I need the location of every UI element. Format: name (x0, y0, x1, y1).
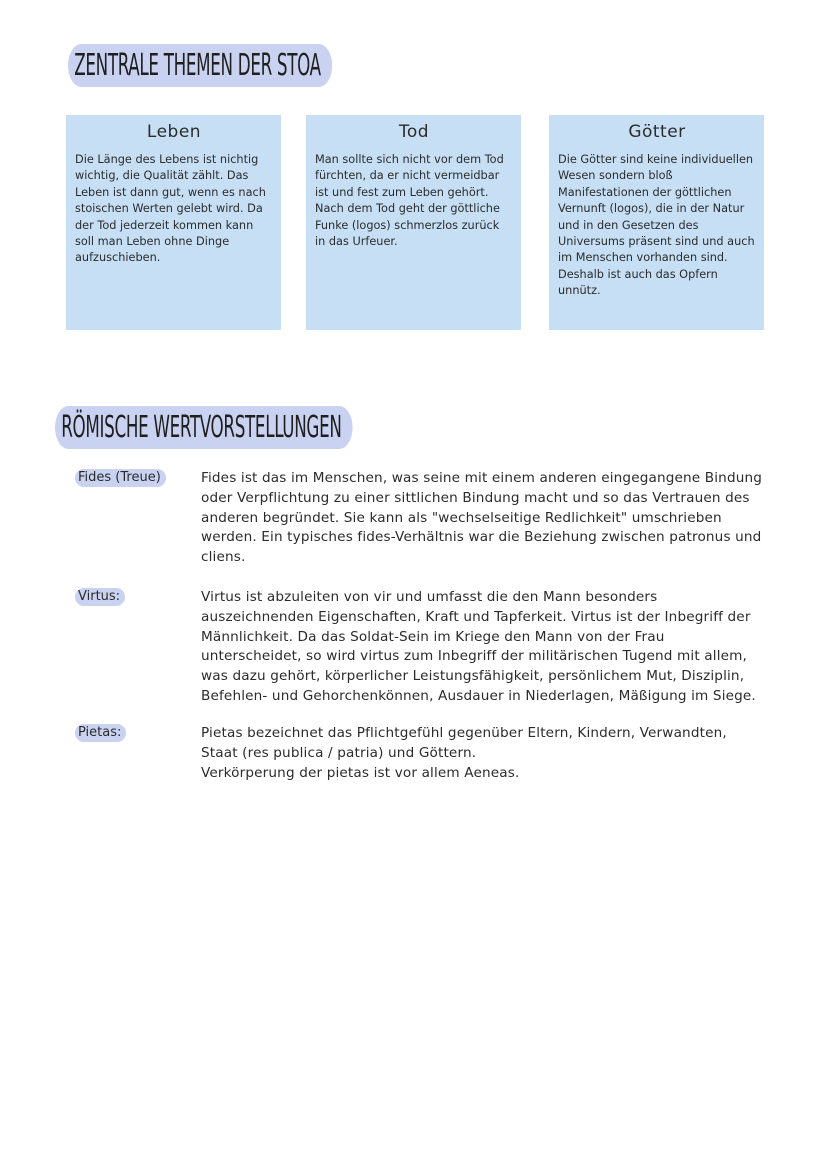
description-line: Virtus ist abzuleiten von vir und umfasst die den Mann besonders (201, 589, 658, 605)
description-line: Staat (res publica / patria) und Göttern. (201, 744, 477, 761)
description-line: oder Verpflichtung zu einer sittlichen Bindung macht und so das Vertrauen des (201, 489, 750, 506)
value-label: Pietas: (75, 724, 126, 742)
value-description (201, 469, 813, 568)
werte-section-heading: RÖMISCHE WERTVORSTELLUNGEN (55, 406, 353, 449)
topic-box-tod (306, 115, 521, 330)
value-description (201, 588, 813, 707)
description-line: Befehlen- und Gehorchenkönnen, Ausdauer in Niederlagen, Mäßigung im Siege. (201, 687, 756, 704)
description-line: was dazu gehört, körperlicher Leistungsfähigkeit, persönlichem Mut, Disziplin, (201, 668, 745, 685)
description-line: Verkörperung der pietas ist vor allem Aeneas. (201, 764, 520, 781)
topic-box-text: Man sollte sich nicht vor dem Tod fürchten, da er nicht vermeidbar ist und fest zum Leben gehört. Nach dem Tod geht der göttliche Funke (logos) schmerzlos zurück in das Urfeuer. (315, 153, 504, 249)
stoa-section-heading: ZENTRALE THEMEN DER STOA (68, 44, 332, 87)
topic-box-text: Die Götter sind keine individuellen Wesen sondern bloß Manifestationen der göttlichen Vernunft (logos), die in der Natur und in den Gesetzen des Universums präsent sind und auch im Menschen vorhanden sind. Deshalb ist auch das Opfern unnütz. (558, 153, 755, 298)
description-line: werden. Ein typisches fides-Verhältnis war die Beziehung zwischen patronus und (201, 529, 762, 546)
topic-box-leben (66, 115, 281, 330)
topic-box-goetter (549, 115, 764, 330)
topic-box-text: Die Länge des Lebens ist nichtig wichtig, die Qualität zählt. Das Leben ist dann gut, wenn es nach stoischen Werten gelebt wird. Da der Tod jederzeit kommen kann soll man Leben ohne Dinge aufzuschieben. (75, 153, 266, 265)
value-label: Fides (Treue) (75, 469, 166, 487)
description-line: anderen begründet. Sie kann als "wechselseitige Redlichkeit" umschrieben (201, 509, 722, 526)
topic-box-title: Götter (628, 122, 686, 142)
topic-box-title: Leben (146, 122, 202, 142)
topic-box-title: Tod (398, 122, 430, 142)
description-line: unterscheidet, so wird virtus zum Inbegriff der militärischen Tugend mit allem, (201, 648, 747, 665)
description-line: Fides ist das im Menschen, was seine mit einem anderen eingegangene Bindung (201, 470, 763, 486)
description-line: Pietas bezeichnet das Pflichtgefühl gegenüber Eltern, Kindern, Verwandten, (201, 725, 727, 741)
description-line: cliens. (201, 549, 246, 566)
description-line: auszeichnenden Eigenschaften, Kraft und Tapferkeit. Virtus ist der Inbegriff der (201, 608, 751, 625)
description-line: Männlichkeit. Da das Soldat-Sein im Kriege den Mann von der Frau (201, 628, 665, 645)
value-label: Virtus: (75, 588, 125, 606)
value-description (201, 724, 813, 783)
